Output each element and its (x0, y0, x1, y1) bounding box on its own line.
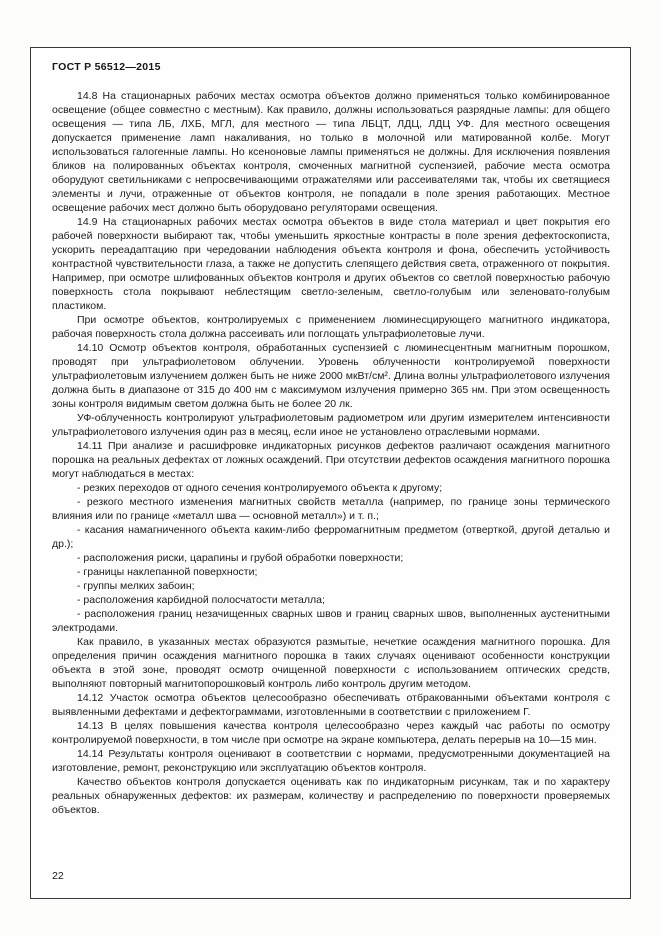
paragraph: 14.8 На стационарных рабочих местах осмотра объектов должно применяться только комбинированное освещение (общее совместно с местным). Как правило, должны использоваться разрядные лампы: для общего освещения — типа ЛБ, ЛХБ, МГЛ, для местного — типа ЛБЦТ, ЛДЦ, ЛДЦ УФ. Для местного освещения допускается применение ламп накаливания, но только в молочной или матированной колбе. Могут использоваться галогенные лампы. Но ксеноновые лампы применяться не должны. Для исключения появления бликов на полированных объектах контроля, смоченных магнитной суспензией, рабочие места осмотра оборудуют светильниками с непросвечивающими отражателями или рассеивателями так, чтобы их светящиеся элементы и лучи, отраженные от объектов контроля, не попадали в поле зрения работающих. Местное освещение рабочих мест должно быть оборудовано регуляторами освещения. (52, 90, 610, 214)
page-number: 22 (52, 870, 64, 882)
list-item: - группы мелких забоин; (77, 580, 195, 592)
paragraph: Качество объектов контроля допускается оценивать как по индикаторным рисункам, так и по характеру реальных обнаруженных дефектов: их размерам, количеству и распределению по поверхности проверяемых объектов. (52, 776, 610, 816)
paragraph: 14.10 Осмотр объектов контроля, обработанных суспензией с люминесцентным магнитным порошком, проводят при ультрафиолетовом облучении. Уровень облученности контролируемой поверхности ультрафиолетовым излучением должен быть не ниже 2000 мкВт/см². Длина волны ультрафиолетового излучения должна быть в диапазоне от 315 до 400 нм с максимумом излучения примерно 365 нм. При этом освещенность зоны контроля видимым светом должна быть не более 20 лк. (52, 342, 610, 410)
paragraph: 14.9 На стационарных рабочих местах осмотра объектов в виде стола материал и цвет покрытия его рабочей поверхности выбирают так, чтобы уменьшить яркостные контрасты в поле зрения дефектоскописта, ускорить переадаптацию при чередовании наблюдения объекта контроля и фона, обеспечить устойчивость контрастной чувствительности глаза, а также не допустить слепящего действия света, отраженного от покрытия. Например, при осмотре шлифованных объектов контроля и других объектов со светлой поверхностью рабочую поверхность стола покрывают неблестящим светло-зеленым, светло-голубым или зеленовато-голубым пластиком. (52, 216, 610, 312)
paragraph: 14.14 Результаты контроля оценивают в соответствии с нормами, предусмотренными документацией на изготовление, ремонт, реконструкцию или эксплуатацию объектов контроля. (52, 748, 610, 774)
document-body (52, 89, 610, 867)
standard-number-header: ГОСТ Р 56512—2015 (52, 61, 161, 73)
list-item: - резкого местного изменения магнитных свойств металла (например, по границе зоны термического влияния или по границе «металл шва — основной металл») и т. п.; (52, 496, 610, 522)
paragraph: 14.12 Участок осмотра объектов целесообразно обеспечивать отбракованными объектами контроля с выявленными дефектами и дефектограммами, изготовленными в соответствии с приложением Г. (52, 692, 610, 718)
list-item: - резких переходов от одного сечения контролируемого объекта к другому; (77, 482, 443, 494)
paragraph: 14.11 При анализе и расшифровке индикаторных рисунков дефектов различают осаждения магнитного порошка на реальных дефектах от ложных осаждений. При отсутствии дефектов осаждения магнитного порошка могут наблюдаться в местах: (52, 440, 610, 480)
paragraph: 14.13 В целях повышения качества контроля целесообразно через каждый час работы по осмотру контролируемой поверхности, в том числе при осмотре на экране компьютера, делать перерыв на 10—15 мин. (52, 720, 610, 746)
list-item: - расположения карбидной полосчатости металла; (77, 594, 325, 606)
list-item: - границы наклепанной поверхности; (77, 566, 258, 578)
list-item: - расположения риски, царапины и грубой обработки поверхности; (77, 552, 404, 564)
paragraph: УФ-облученность контролируют ультрафиолетовым радиометром или другим измерителем интенсивности ультрафиолетового излучения один раз в месяц, если иное не установлено отраслевыми нормами. (52, 412, 610, 438)
paragraph: При осмотре объектов, контролируемых с применением люминесцирующего магнитного индикатора, рабочая поверхность стола должна рассеивать или поглощать ультрафиолетовые лучи. (52, 314, 610, 340)
list-item: - расположения границ незачищенных сварных швов и границ сварных швов, выполненных аустенитными электродами. (52, 608, 610, 634)
list-item: - касания намагниченного объекта каким-либо ферромагнитным предметом (отверткой, другой деталью и др.); (52, 524, 610, 550)
paragraph: Как правило, в указанных местах образуются размытые, нечеткие осаждения магнитного порошка. Для определения причин осаждения магнитного порошка в таких случаях оценивают особенности конструкции объекта в этой зоне, проводят осмотр очищенной поверхности с использованием оптических средств, выполняют повторный магнитопорошковый контроль либо контроль другим методом. (52, 636, 610, 690)
page-border-frame (30, 47, 631, 899)
